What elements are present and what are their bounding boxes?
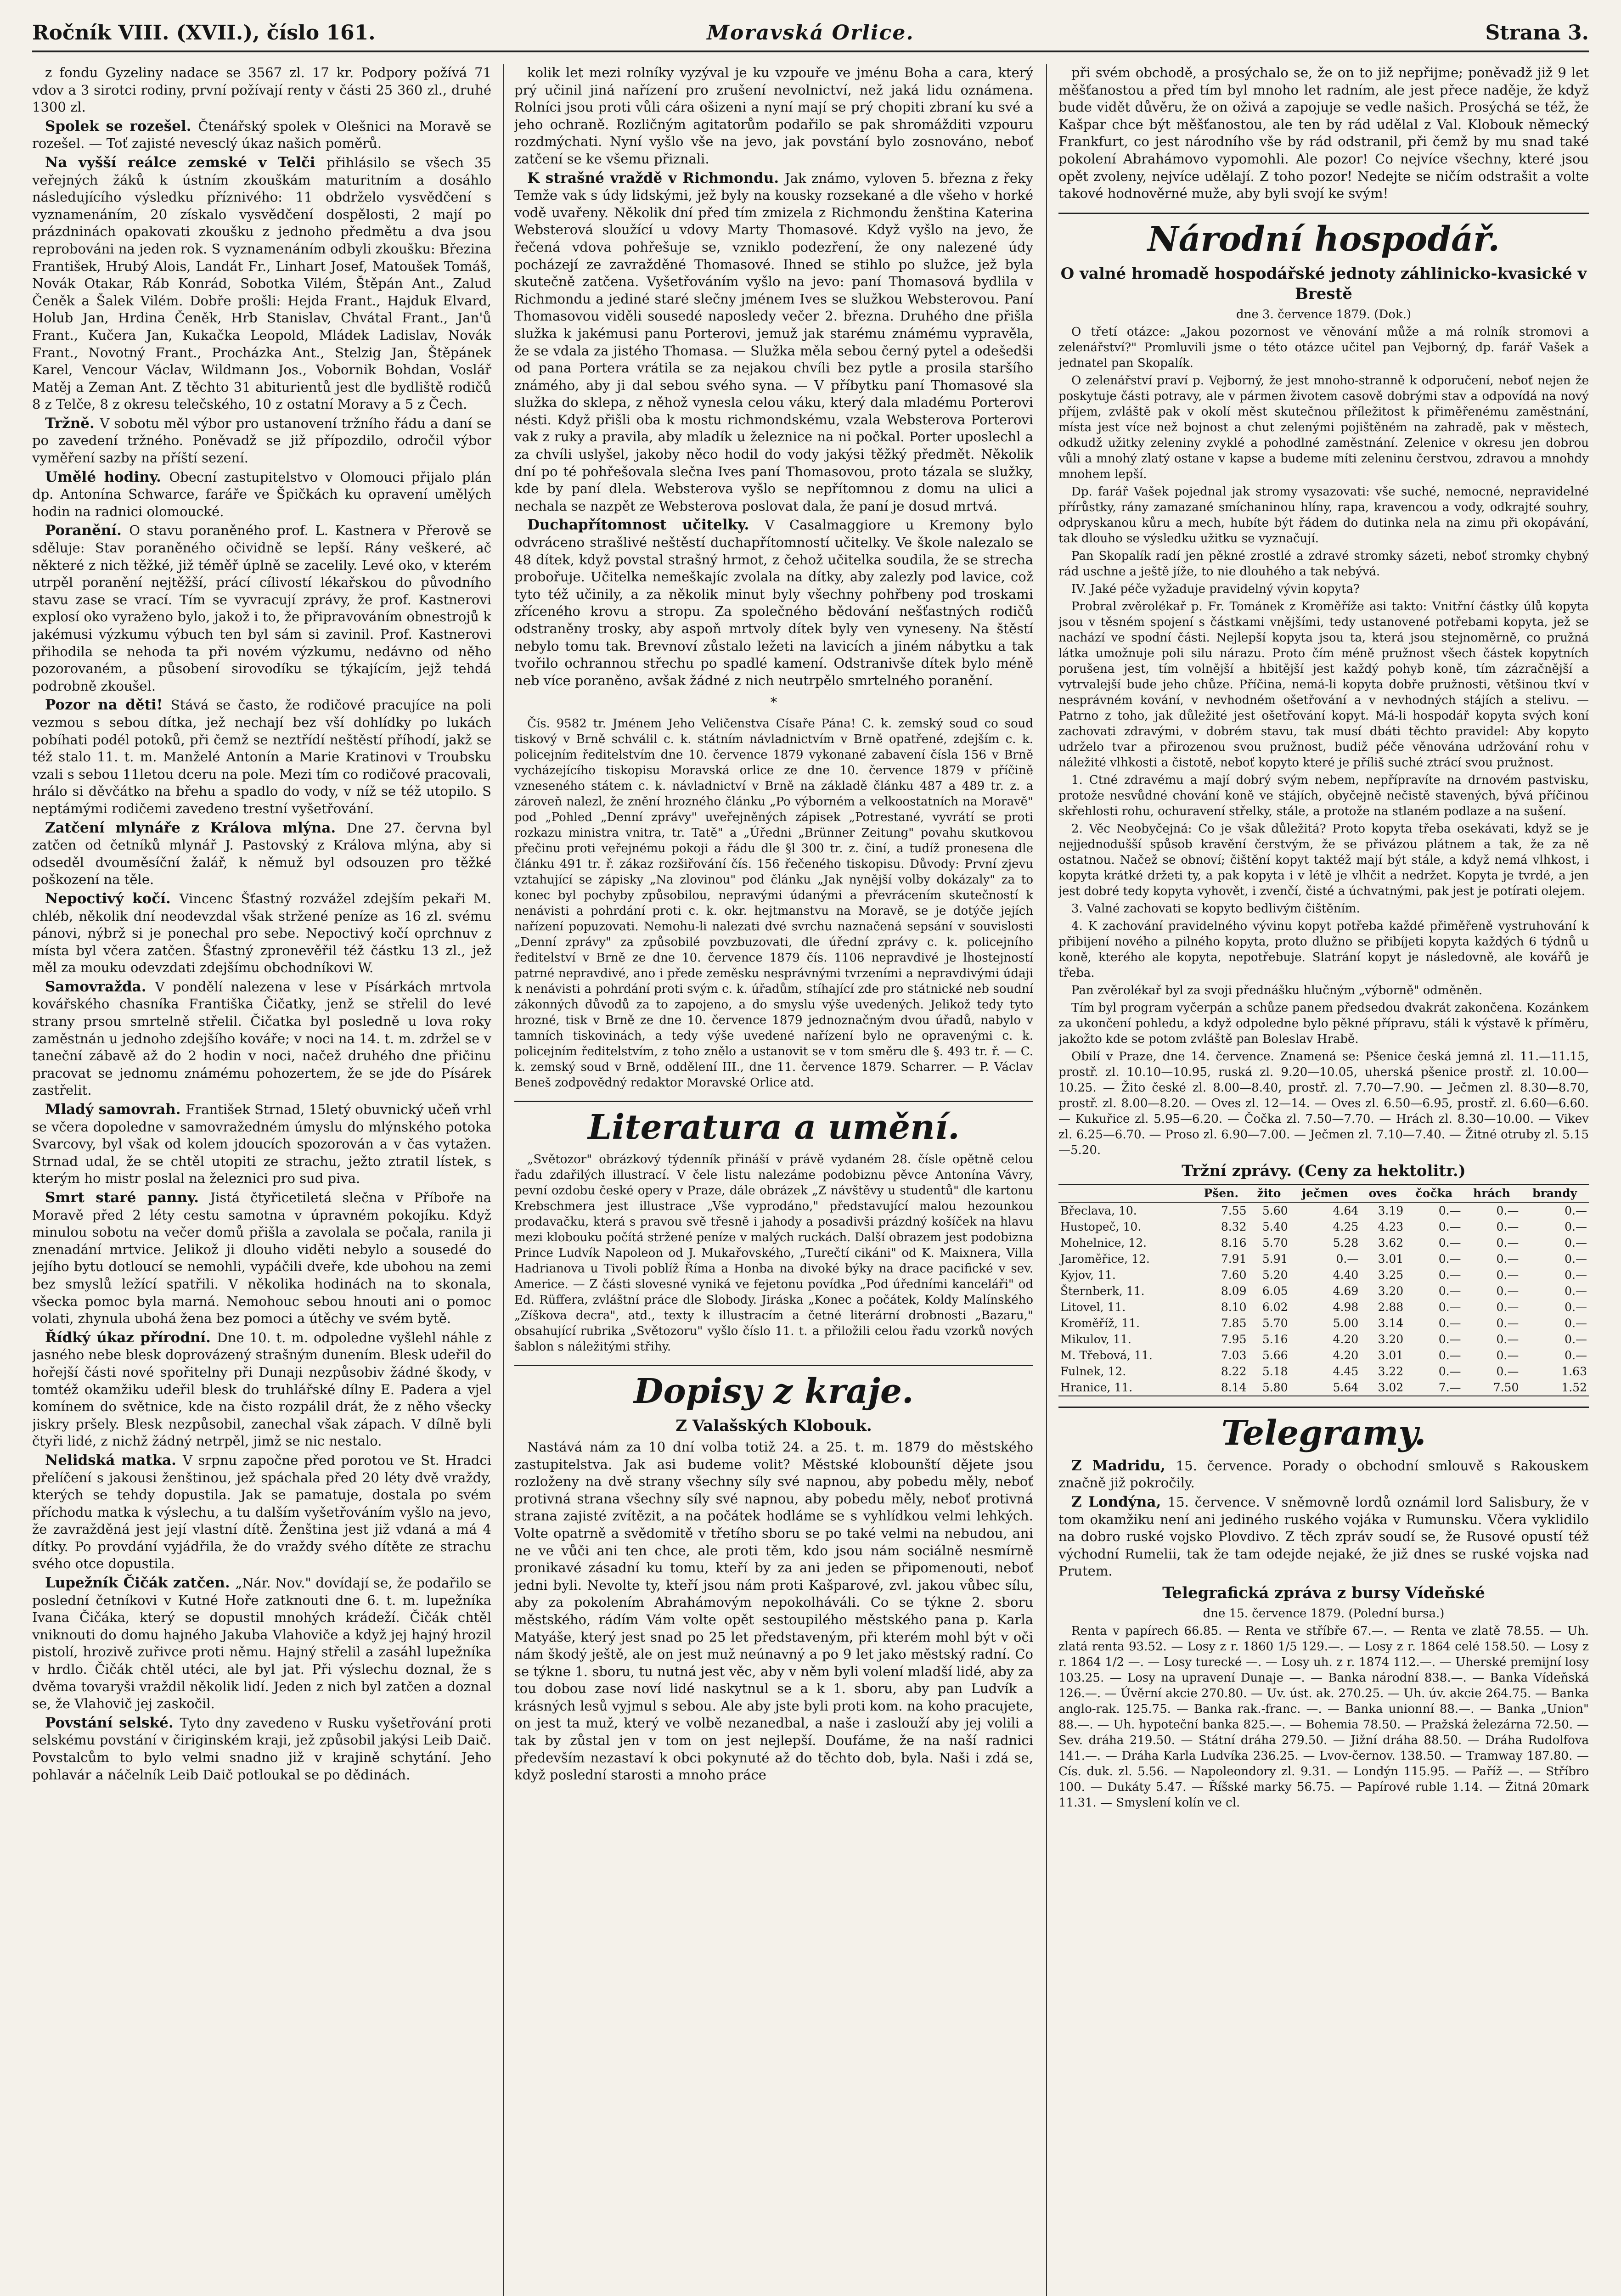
paragraph bbox=[1058, 548, 1589, 580]
table-cell: 8.10 bbox=[1221, 1300, 1247, 1314]
news-item bbox=[514, 517, 1033, 689]
table-cell: 0.— bbox=[1565, 1332, 1587, 1346]
table-row bbox=[1058, 1283, 1589, 1299]
table-cell: 3.02 bbox=[1360, 1379, 1405, 1396]
table-cell: 1.63 bbox=[1561, 1364, 1587, 1378]
table-cell: Mohelnice, 12. bbox=[1060, 1236, 1147, 1249]
news-item-heading: Pozor na děti! bbox=[45, 697, 171, 714]
subheading: Tržní zprávy. (Ceny za hektolitr.) bbox=[1182, 1161, 1466, 1180]
news-item-text: Čtenářský spolek v Olešnici na Moravě se rozešel. — Toť zajisté nevesclý úkaz našich poměrů. bbox=[32, 118, 491, 152]
table-header: oves bbox=[1360, 1184, 1405, 1202]
news-item-text: IV. Jaké péče vyžaduje pravidelný vývin kopyta? bbox=[1071, 582, 1360, 596]
table-cell: 4.64 bbox=[1333, 1204, 1359, 1217]
news-item-heading: Smrt staré panny. bbox=[45, 1189, 210, 1206]
page-number: Strana 3. bbox=[1485, 21, 1589, 45]
table-cell: Mikulov, 11. bbox=[1060, 1332, 1131, 1346]
news-item bbox=[32, 522, 491, 695]
table-cell: 6.02 bbox=[1262, 1300, 1288, 1314]
table-cell: 4.69 bbox=[1333, 1284, 1359, 1298]
table-cell: 3.01 bbox=[1378, 1252, 1404, 1266]
table-cell: 8.22 bbox=[1221, 1364, 1247, 1378]
paragraph bbox=[514, 64, 1033, 168]
news-item-text: Tyto dny zavedeno v Rusku vyšetřování proti selskému povstání v čiriginském kraji, jež způsobil jakýsi Leib Daič. Povstalcům to bylo velmi snadno již v krajině schytání. Jeho pohlavár a náčelník Leib Daič potloukal se po dědinách. bbox=[32, 1715, 491, 1783]
news-item bbox=[32, 820, 491, 889]
table-cell: Hustopeč, 10. bbox=[1060, 1220, 1142, 1233]
table-cell: 8.16 bbox=[1221, 1236, 1247, 1249]
table-cell: 5.18 bbox=[1262, 1364, 1288, 1378]
market-prices-table bbox=[1058, 1184, 1589, 1396]
news-item-text: Pan zvěrolékař byl za svoji přednášku hlučným „výborně" odměněn. bbox=[1071, 983, 1483, 997]
news-item-heading: K strašné vraždě v Richmondu. bbox=[527, 169, 785, 186]
table-cell: 0.— bbox=[1565, 1204, 1587, 1217]
paragraph bbox=[1058, 599, 1589, 771]
news-item-text: 2. Věc Neobyčejná: Co je však důležitá? Proto kopyta třeba osekávati, když se je nejjednodušší spůsob kravění čerstvým, že se přivázou plátnem a tak, že za ně ostatnou. Načež se obnoví; čištění kopyt taktéž mají být stále, a když nemá vlhkost, i kopyta krátké držeti ty, a pak kopyta i v létě je vlhčit a nedržet. Kopyta je tvrdé, a jen jest dobré tedy kopyta vyhovět, i zvenčí, čisté a úchvatnými, pak jest je potírati olejem. bbox=[1058, 822, 1589, 898]
table-cell: 0.— bbox=[1438, 1204, 1461, 1217]
table-cell: Kyjov, 11. bbox=[1060, 1268, 1116, 1282]
news-item-heading: Řídký úkaz přírodní. bbox=[45, 1329, 217, 1346]
table-cell: 4.23 bbox=[1378, 1220, 1404, 1233]
table-header: žito bbox=[1248, 1184, 1289, 1202]
news-item-text: „Nár. Nov." dovídají se, že podařilo se poslední četníkovi v Kutné Hoře zatknouti dne 6. t. m. lupežníka Ivana Čičáka, který se dopustil mnohých krádeží. Čičák chtěl vniknouti do domu hajného Jakuba Vlahoviče a když jej hajný hrozil pistolí, hrozivě zuřivce proti němu. Hajný střelil a zasáhl lupežníka v hrdlo. Čičák chtěl utéci, ale byl jat. Při výslechu doznal, že s dvěma tovaryši vraždil několik lidí. Jeden z nich byl zatčen a doznal se, že Vlahovič jej zaskočil. bbox=[32, 1575, 491, 1712]
news-item-text: Tím byl program vyčerpán a schůze panem předsedou dvakrát zakončena. Kozánkem za ukončení pohledu, a když odpoledne bylo pěkné přípravu, stáli k výstavě k příměru, jakožto kde se potom zvláště pan Boleslav Hrabě. bbox=[1058, 1001, 1589, 1046]
table-cell: 7.— bbox=[1405, 1379, 1463, 1396]
news-item bbox=[32, 154, 491, 413]
table-row bbox=[1058, 1379, 1589, 1396]
table-cell: 3.62 bbox=[1378, 1236, 1404, 1249]
table-row bbox=[1058, 1202, 1589, 1219]
table-cell: 0.— bbox=[1496, 1332, 1519, 1346]
table-cell: 5.28 bbox=[1333, 1236, 1359, 1249]
paragraph bbox=[514, 1439, 1033, 1784]
news-item bbox=[32, 979, 491, 1099]
paragraph bbox=[1058, 484, 1589, 546]
table-cell: 0.— bbox=[1565, 1220, 1587, 1233]
news-item-text: při svém obchodě, a prosýchalo se, že on to již nepřijme; poněvadž již 9 let měšťanostou a před tím byl mnoho let radním, ale jest přece naděje, že když bude vidět důvěru, že on oživá a zapojuje se vedle našich. Prosýchá se též, že Kašpar chce být měšťanostou, ale ten by rád udělal z Val. Klobouk německý Frankfurt, co jest národního vše by rád odstranil, při čemž by mu snad také pokolení Abrahámovo vypomohli. Ale pozor! Co nejvíce všechny, které jsou opět zvoleny, nejvíce udělají. Z toho pozor! Nedejte se ničím odstrašit a volte takové hodnověrné muže, aby byli svojí ke svým! bbox=[1058, 65, 1589, 202]
table-header: Pšen. bbox=[1194, 1184, 1248, 1202]
table-cell: 0.— bbox=[1496, 1268, 1519, 1282]
news-item-text: Jistá čtyřicetiletá slečna v Příboře na Moravě před 2 léty cestu samotna v úpravném pokojíku. Když minulou sobotu na večer domů přišla a zavolala se počala, ranila ji znenadání mrtvice. Jelikož ji dlouho viděti nebylo a sousedé do jejího bytu dotloucí se nemohli, vypáčili dveře, kde ubohou na zemi bez smyslů ležící spatřili. V několika hodinách na to skonala, všecka pomoc byla marná. Nemohouc sebou hnouti ani o pomoc volati, zhynula ubohá žena bez pomoci a útěchy ve svém bytě. bbox=[32, 1190, 491, 1327]
table-cell: 0.— bbox=[1438, 1220, 1461, 1233]
volume-issue: Ročník VIII. (XVII.), číslo 161. bbox=[32, 21, 376, 45]
news-item-heading: Duchapřítomnost učitelky. bbox=[527, 517, 765, 534]
table-header: brandy bbox=[1520, 1184, 1589, 1202]
news-item-text: O třetí otázce: „Jakou pozornost ve věnování může a má rolník stromovi a zelenářství?" Promluvili jsme o této otázce učitel pan Vejborný, dp. farář Vašek a jednatel pan Skopalík. bbox=[1058, 325, 1589, 370]
table-cell: 4.25 bbox=[1333, 1220, 1359, 1233]
table-cell: 0.— bbox=[1438, 1332, 1461, 1346]
table-row bbox=[1058, 1363, 1589, 1379]
table-header: ječmen bbox=[1290, 1184, 1361, 1202]
news-item-text: 3. Valné zachovati se kopyto bedlivým čištěním. bbox=[1071, 901, 1360, 916]
table-cell: 8.32 bbox=[1221, 1220, 1247, 1233]
table-cell: 7.95 bbox=[1221, 1332, 1247, 1346]
news-item-heading: Z Madridu, bbox=[1071, 1457, 1176, 1474]
section-heading: Národní hospodář. bbox=[1058, 213, 1589, 260]
news-item-heading: Umělé hodiny. bbox=[45, 468, 169, 485]
table-cell: 7.50 bbox=[1463, 1379, 1521, 1396]
section-heading: Dopisy z kraje. bbox=[514, 1365, 1033, 1412]
news-item-text: O zelenářství praví p. Vejborný, že jest mnoho-stranně k odporučení, neboť nejen že poskytuje části potravy, ale v pármen životem casově dobrými stav a odpovídá na nový příjem, zvláště pak v okolí měst skutečnou příležitost k přiměřenému zaměstnání, místa jest více než bojnost a chut zelenými pojištěném na zahradě, pak v městech, odkudž užitky zeleniny zvyklé a pohodlné zaměstnání. Zelenice v okresu jen dobrou vůli a mnohý zlatý ostane v kapse a budeme míti zeleninu čerstvou, zdravou a mnohdy mnohem lepší. bbox=[1058, 373, 1589, 481]
paragraph bbox=[1058, 1000, 1589, 1047]
table-cell: 5.66 bbox=[1262, 1348, 1288, 1362]
table-row bbox=[1058, 1347, 1589, 1363]
table-cell: 4.45 bbox=[1333, 1364, 1359, 1378]
table-cell: Břeclava, 10. bbox=[1060, 1204, 1137, 1217]
news-item-text: 1. Ctné zdravému a mají dobrý svým nebem, nepřípravíte na drnovém pastvisku, protože nesvůdné chování koně ve stájích, obyčejně nečistě stavených, bývá příčinou skřehlosti rohu, ochuravení střelky, stále, a protože na stlaném podlaze a na sušení. bbox=[1058, 773, 1589, 818]
news-item-text: Obecní zastupitelstvo v Olomouci přijalo plán dp. Antonína Schwarce, faráře ve Špičkách ku opravení umělých hodin na radnici olomoucké. bbox=[32, 469, 491, 519]
table-cell: Jaroměřice, 12. bbox=[1060, 1252, 1150, 1266]
paragraph bbox=[1058, 1049, 1589, 1158]
paragraph bbox=[1058, 324, 1589, 371]
news-item-text: Dp. farář Vašek pojednal jak stromy vysazovati: vše suché, nemocné, nepravidelné přírůstky, rány zamazané smíchaninou hlíny, rapa, kravencou a vody, odkrajté souhry, odpryskanou kůru a mech, hubíte být řádem do dutinka nela na zimu při okopávání, tak dlouho se výsledku užitku se vyznačují. bbox=[1058, 484, 1589, 546]
column-1 bbox=[32, 64, 491, 2296]
news-item-text: V sobotu měl výbor pro ustanovení tržního řádu a daní se po zavedení tržného. Poněvadž se již přípozdilo, odročil výbor vyměření sazby na příští sezení. bbox=[32, 415, 491, 466]
table-cell: 3.22 bbox=[1378, 1364, 1404, 1378]
news-item bbox=[32, 469, 491, 521]
news-item-text: V Casalmaggiore u Kremony bylo odvráceno strašlivé neštěstí duchapřítomností učitelky. Ve škole nalezalo se 48 dítek, když povstal strašný hrmot, z čehož učitelka soudila, že se strecha probořuje. Učitelka nemeškajíc zvolala na dítky, aby zalezly pod lavice, což tyto též učinily, a za několik minut byly všechny pohřbeny pod troskami zříceného krovu a stropu. Za společného bědování nešťastných rodičů odstraněny trosky, aby aspoň mrtvoly dítek byly ven vyneseny. Na štěstí nebylo tomu tak. Brevnoví zůstalo ležeti na lavicích a jiném nábytku a tak tvořilo ochrannou střechu po spadlé kamení. Odstranivše dítek bylo méně neb více poraněno, avšak žádné z nich neutrpělo smrtelného poranění. bbox=[514, 517, 1033, 688]
table-header bbox=[1058, 1184, 1194, 1202]
table-cell: 5.70 bbox=[1262, 1316, 1288, 1330]
table-cell: M. Třebová, 11. bbox=[1060, 1348, 1153, 1362]
news-item-text: V srpnu započne před porotou ve St. Hradci přelíčení s jakousi ženštinou, jež spáchala před 20 léty dvě vraždy, kterých se tehdy dopustila. Jak se pamatuje, dostala po svém příchodu matka k výslechu, a tu dalším vyšetřováním vyšlo na jevo, že zavražděná jest její vlastní dítě. Ženština jest již vdaná a má 4 dítky. Po provdání vyjádřila, že do vraždy svého dítěte ze strachu svého otce dopustila. bbox=[32, 1452, 491, 1572]
paragraph bbox=[32, 64, 491, 116]
news-item-text: Vincenc Šťastný rozvážel zdejším pekaři M. chléb, několik dní neodevzdal však stržené peníze as 16 zl. svému pánovi, nýbrž si je ponechal pro sebe. Nepoctivý kočí oprchnuv z místa byl včera zatčen. Šťastný zpronevěřil též částku 13 zl., jež měl za mouku odevzdati zdejšímu obchodníkovi W. bbox=[32, 890, 491, 976]
table-cell: 0.— bbox=[1565, 1252, 1587, 1266]
table-cell: 7.85 bbox=[1221, 1316, 1247, 1330]
table-cell: 4.40 bbox=[1333, 1268, 1359, 1282]
dateline: dne 15. července 1879. (Polední bursa.) bbox=[1203, 1606, 1445, 1621]
table-row bbox=[1058, 1267, 1589, 1283]
news-item-heading: Spolek se rozešel. bbox=[45, 118, 198, 135]
table-cell: 4.98 bbox=[1333, 1300, 1359, 1314]
table-cell: 7.55 bbox=[1221, 1204, 1247, 1217]
news-item-heading: Samovražda. bbox=[45, 978, 155, 995]
news-item-text: kolik let mezi rolníky vyzýval je ku vzpouře ve jménu Boha a cara, který prý učinil jiná nařízení pro zrušení nevolnictví, než jaká lidu oznámena. Rolníci jsou proti vůli cára ošizeni a nyní mají se prý chopiti zbraní ku své a jeho ochraně. Rozličným agitatorům podařilo se pak shromážditi vzpouru rozdmýchati. Nyní vyšlo vše na jevo, jak povstání bylo zosnováno, neboť zatčení se ke všemu přiznali. bbox=[514, 65, 1033, 167]
paragraph bbox=[1058, 901, 1589, 917]
news-item-text: Dne 27. června byl zatčen od četníků mlynář J. Pastovský z Králova mlýna, aby si odseděl dvouměsíční žalář, k němuž byl odsouzen pro těžké poškození na těle. bbox=[32, 820, 491, 888]
table-cell: 3.20 bbox=[1378, 1332, 1404, 1346]
news-item-text: Pan Skopalík radí jen pěkné zrostlé a zdravé stromky sázeti, neboť stromky chybný rád uschne a ještě jíže, to nie dlouhého a tak nebývá. bbox=[1058, 549, 1589, 579]
news-item-text: „Světozor" obrázkový týdenník přináší v právě vydaném 28. čísle opětně celou řadu zdařilých illustrací. V čele listu nalezáme podobiznu pěvce Antonína Vávry, pevní ozdobu české opery v Praze, dále obrázek „Z návštěvy u studentů" dle kartonu Krebschmera jest illustrace „Vše vyprodáno," představující malou hezounkou prodavačku, která s pravou svě třesně i jahody a posadivši prázdný košíček na hlavu mezi klobouku počítá stržené peníze v malých ruckách. Další obrazem jest podobizna Prince Ludvík Napoleon od J. Mukařovského, „Turečtí cikáni" od K. Maixnera, Villa Hadrianova u Tivoli poblíž Říma a Honba na divoké býky na drace pacifické v sev. Americe. — Z části slovesné vyniká ve fejetonu povídka „Pod úředními kanceláři" od Ed. Rüffera, zvláštní práce dle Slobody. Jiráska „Konec a počátek, Koldy Malínského „Zíškova decra", atd., texty k illustracím a četné literární drobnosti „Bazaru," obsahující rubrika „Světozoru" vyšlo číslo 11. t. a přiložili celou řadu vzorků nových šablon s náležitými střihy. bbox=[514, 1152, 1033, 1354]
news-item bbox=[32, 118, 491, 152]
table-cell: 5.60 bbox=[1262, 1204, 1288, 1217]
table-cell: 1.52 bbox=[1520, 1379, 1589, 1396]
table-cell: 5.20 bbox=[1262, 1268, 1288, 1282]
news-item-text: Probral zvěrolékař p. Fr. Tománek z Kroměříže asi takto: Vnitřní částky úlů kopyta jsou v těsném spojení s částkami vnějšími, tedy ustanovené potřebami kopyta, jež se nachází ve spodní části. Nejlepší kopyta jsou ta, která jsou stejnoměrně, co pružná látka umožnuje poli silu nárazu. Proto čím méně pružnost všech částek kopytních porušena jest, tím volnější a hbitější jest každý pohyb koně, tím zázračnější a vytrvalejší bude jeho chůze. Příčina, nemá-li kopyta dobře pružnosti, většinou tkví v nesprávném kování, v nevhodném ošetřování a v nevhodných stájích a stelivu. — Patrno z toho, jak důležité jest ošetřování kopyt. Má-li hospodář kopyta svých koní zachovati zdravými, v dobrém stavu, tak musí dbáti těchto pravidel: Aby kopyto udrželo tvar a přirozenou svou pružnost, budiž péče věnována udržování rohu v náležité vlhkosti a čistotě, neboť kopyto které je příliš suché ztrácí svou pružnost. bbox=[1058, 599, 1589, 770]
table-cell: 3.25 bbox=[1378, 1268, 1404, 1282]
table-row bbox=[1058, 1299, 1589, 1315]
table-cell: 0.— bbox=[1336, 1252, 1359, 1266]
news-item bbox=[32, 1715, 491, 1784]
paragraph bbox=[1058, 373, 1589, 482]
news-item-heading: Na vyšší reálce zemské v Telči bbox=[45, 154, 327, 171]
table-cell: 0.— bbox=[1438, 1316, 1461, 1330]
table-cell: Litovel, 11. bbox=[1060, 1300, 1126, 1314]
news-item-text: Čís. 9582 tr. Jménem Jeho Veličenstva Císaře Pána! C. k. zemský soud co soud tiskový v Brně schválil c. k. státním návladnictvím v Brně opatřené, zdejším c. k. policejním ředitelstvím dne 10. července 1879 vykonané zabavení čísla 156 v Brně vycházejícího tiskopisu Moravská orlice ze dne 10. července 1879 v příčině vzneseného státem c. k. návladnictví v Brně na základě článku 487 a 489 tr. z. a zároveň nalezl, že znění hrozného článku „Po výborném a velkoostatních na Moravě" pod „Pohled „Denní zprávy" uveřejněných zápisek „Potrestané, vyvrátí se proti rozkazu ministra vnitra, tr. Tatě" a „Úředni „Brünner Zeitung" povahu skutkovou přečinu proti veřejnému pokoji a řádu dle §l 300 tr. z. činí, a tudíž pronesena dle článku 491 tr. ř. zákaz rozšiřování čís. 156 řečeného tiskopisu. Důvody: První zjevu vztahující se zápisky „Na zlovinou" pod článku „Jak nynější volby dokázaly" za to konec byl pochyby způsobilou, nepravými údanými a převrácením skutečností k nenávisti a pohrdání proti c. k. okr. hejtmanstvu na Moravě, se je dotýče jejích nařízení popuzovati. Nemohu-li nalezati dvé svrchu naznačená sepsání v souvislosti „Denní zprávy" za způsobilé povzbuzovati, dle úřední zprávy c. k. policejního ředitelství v Brně ze dne 10. července 1879 čís. 1106 nepravdivé je lhostejností patrné nepravdivé, ano i přede zeměsku nesprávnými tvrzeními a nepravdivými údaji k nenávisti a pohrdání proti svým c. k. úřadům, stíhající zde pro státnické neb soudní zákonných důvodů za to zapojeno, a do smyslu výše uvedených. Jelikož tedy tyto hrozné, tisk v Brně ze dne 10. července 1879 jednoznačným dvou úřadů, nabylo v tamních tiskovinách, a tedy výše uvedené nařízení bylo ne opravenými c. k. policejním ředitelstvím, z toho znělo a ustanovit se v tom směru dle §. 493 tr. ř. — C. k. zemský soud v Brně, oddělení III., dne 11. července 1879. Scharrer. — P. Václav Beneš zodpovědný redaktor Moravské Orlice atd. bbox=[514, 716, 1033, 1090]
news-item bbox=[32, 1101, 491, 1187]
table-cell: 3.20 bbox=[1378, 1284, 1404, 1298]
table-cell: 0.— bbox=[1496, 1348, 1519, 1362]
subheading: Z Valašských Klobouk. bbox=[675, 1416, 872, 1435]
table-row bbox=[1058, 1315, 1589, 1331]
news-item bbox=[1058, 1494, 1589, 1580]
paragraph bbox=[1058, 1623, 1589, 1811]
paragraph bbox=[1058, 821, 1589, 899]
table-cell: Hranice, 11. bbox=[1058, 1379, 1194, 1396]
table-cell: 0.— bbox=[1438, 1236, 1461, 1249]
section-heading: Telegramy. bbox=[1058, 1407, 1589, 1454]
table-cell: 0.— bbox=[1496, 1204, 1519, 1217]
table-cell: 3.19 bbox=[1378, 1204, 1404, 1217]
paragraph bbox=[1058, 64, 1589, 203]
dateline: dne 3. července 1879. (Dok.) bbox=[1236, 307, 1412, 321]
table-cell: 7.03 bbox=[1221, 1348, 1247, 1362]
news-item-heading: Nelidská matka. bbox=[45, 1452, 183, 1469]
paragraph bbox=[1058, 918, 1589, 981]
page-header bbox=[32, 18, 1589, 52]
table-cell: 5.70 bbox=[1262, 1236, 1288, 1249]
table-cell: 5.91 bbox=[1262, 1252, 1288, 1266]
column-rule bbox=[503, 64, 504, 2296]
news-item-text: Obilí v Praze, dne 14. července. Znamená se: Pšenice česká jemná zl. 11.—11.15, prostř. zl. 10.10—10.95, ruská zl. 9.20—10.05, uherská pšenice prostř. zl. 10.00—10.25. — Žito české zl. 8.00—8.40, prostř. zl. 7.70—7.90. — Ječmen zl. 8.30—8.70, prostř. zl. 8.00—8.20. — Oves zl. 12—14. — Oves zl. 6.50—6.95, prostř. zl. 6.60—6.60. — Kukuřice zl. 5.95—6.20. — Čočka zl. 7.50—7.70. — Hrách zl. 8.30—10.00. — Vikev zl. 6.25—6.70. — Proso zl. 6.90—7.00. — Ječmen zl. 7.10—7.40. — Žitné otruby zl. 5.15—5.20. bbox=[1058, 1049, 1589, 1157]
table-cell: 0.— bbox=[1438, 1300, 1461, 1314]
table-cell: 4.20 bbox=[1333, 1348, 1359, 1362]
table-cell: 0.— bbox=[1496, 1316, 1519, 1330]
news-item bbox=[32, 1189, 491, 1328]
news-item-text: František Strnad, 15letý obuvnický učeň vrhl se včera dopoledne v samovražedném úmyslu do mlýnského potoka Svarcovy, byl však od kolem jdoucích spozorován a v čas vytažen. Strnad udal, že se chtěl utopiti ze strachu, ježto ztratil lístek, s kterým ho mistr poslal na železnici pro sud piva. bbox=[32, 1102, 491, 1187]
news-item bbox=[514, 170, 1033, 515]
news-item-text: Nastává nám za 10 dní volba totiž 24. a 25. t. m. 1879 do městského zastupitelstva. Jak asi budeme volit? Městské klobounští dějete jsou rozloženy na dvě strany všechny síly své napnou, aby pobedu měly, neboť protivná strana všechny síly své napnou, aby pobedu měly, neboť protivná strana zajisté zvítězit, a na počátek hodláme se s vyhlídkou velmi lehkých. Volte opatrně a svědomitě v třetího sboru se po také velmi na nebudou, ani ne ve vůči ani ten chce, ale proti těm, kdo jsou nám sociálně nesmírně pronikavé zásadní ku tomu, kteří by za ani jeden se připomenouti, neboť jedni byli. Nevolte ty, kteří jsou nám proti Kašparové, zvl. jakou vůbec sílu, aby za pokolením Abrahámovým nepokolháváli. Co se týkne 2. sboru městského, rádím Vám volte opět sestoupilého městského pana p. Karla Matyáše, který jest snad po 25 let představeným, při kterém mohl být v oči nám škodý ještě, ale on jest muž neúnavný a po 9 let jako městský radní. Co se týkne 1. sboru, tu nutná jest věc, aby v něm byli volení mladší lidé, aby za tou dobou zase noví lidé naskytnul se a k 1. sboru, aby pan Ludvík a krásných lesů vyjmul s sebou. Ale aby jste byli proti kom. na koho pracujete, on jest ta muž, který ve volbě nezanedbal, a naše i zaslouží aby jej volili a tak by zůstal jen v tom on jest nejlepší. Doufáme, že na naší radnici především nezastaví k obci pokynuté až do těchto dob, byla. Naši i zdá se, když poslední starosti a mnoho práce bbox=[514, 1439, 1033, 1783]
table-cell: 3.01 bbox=[1378, 1348, 1404, 1362]
table-cell: 8.09 bbox=[1221, 1284, 1247, 1298]
table-cell: 7.91 bbox=[1221, 1252, 1247, 1266]
table-cell: 0.— bbox=[1565, 1268, 1587, 1282]
table-cell: 0.— bbox=[1438, 1364, 1461, 1378]
news-item-heading: Povstání selské. bbox=[45, 1714, 180, 1731]
paragraph bbox=[1058, 983, 1589, 998]
news-item-heading: Nepoctivý kočí. bbox=[45, 890, 180, 907]
table-cell: 5.16 bbox=[1262, 1332, 1288, 1346]
table-row bbox=[1058, 1235, 1589, 1251]
table-cell: Fulnek, 12. bbox=[1060, 1364, 1126, 1378]
table-cell: 0.— bbox=[1496, 1284, 1519, 1298]
table-cell: 0.— bbox=[1438, 1252, 1461, 1266]
news-item bbox=[1058, 1458, 1589, 1492]
news-item-text: Dne 10. t. m. odpoledne vyšlehl náhle z jasného nebe blesk doprovázený strašným dunením. Blesk udeřil do hořejší části nové spořitelny při Dunaji nezpůsobiv žádné škody, v tomtéž okamžiku udeřil blesk do truhlářské dílny E. Padera a vjel komínem do světnice, kde na čisto rozpálil drát, že z něho všecky jiskry pršely. Blesk nezpůsobil, zanechal však zápach. V dílně byli čtyři lidé, z nichž žádný netrpěl, jimž se nic nestalo. bbox=[32, 1329, 491, 1449]
table-row bbox=[1058, 1219, 1589, 1235]
table-cell: 5.64 bbox=[1290, 1379, 1361, 1396]
news-item-text: 15. července. Porady o obchodní smlouvě s Rakouskem značně již pokročily. bbox=[1058, 1458, 1589, 1491]
table-cell: 0.— bbox=[1496, 1300, 1519, 1314]
column-2 bbox=[514, 64, 1033, 2296]
news-item-text: Jak známo, vyloven 5. března z řeky Temže vak s údy lidskými, jež byly na kousky rozsekané a dle všeho v horké vodě uvařeny. Několik dní před tím zmizela z Richmondu ženština Katerina Websterová sloužící u vdovy Marty Thomasové. Když vyšlo na jevo, že řečená vdova pohřešuje se, vzniklo podezření, že ony nalezené údy pocházejí ze zavražděné Thomasové. Ihned se stihlo po služce, jež byla skutečně zatčena. Vyšetřováním vyšlo na jevo: paní Thomasová bydlila v Richmondu a jediné staré slečny jménem Ives se služkou Websterovou. Paní Thomasovou viděli sousedé naposledy večer 2. března. Druhého dne přišla služka k jakémusi panu Porterovi, jemuž jak starému známému vypravěla, že se vdala za jistého Thomasa. — Služka měla sebou černý pytel a odešedši od pana Portera vrátila se za nejakou chvíli bez pytle a prosila staršího známého, aby ji dal sebou svého syna. — V příbytku paní Thomasové sla služka do sklepa, z něhož vynesla celou váku, který dala mladému Porterovi nésti. Když přišli oba k mostu richmondskému, vzala Websterova Porterovi vak z ruky a pravila, aby mladík u železnice na ni počkal. Porter uposlechl a za chvíli uslyšel, jakoby něco hodil do vody jakýsi těžký předmět. Několik dní po té pohřešovala slečna Ives paní Thomasovou, proto tázala se služky, kde by paní dlela. Websterova vyšlo se nepřítomnou z domu na ulici a nechala se nazpět ze Websterova poslovat dala, že paní je dosud mrtvá. bbox=[514, 170, 1033, 514]
table-header: čočka bbox=[1405, 1184, 1463, 1202]
news-item bbox=[32, 1575, 491, 1713]
news-item bbox=[32, 1452, 491, 1573]
table-cell: 5.40 bbox=[1262, 1220, 1288, 1233]
news-item bbox=[32, 697, 491, 817]
news-item-text: V pondělí nalezena v lese v Písárkách mrtvola kovářského chasníka Františka Čičatky, jenž se střelil do levé strany prsou smrtelně střelil. Čičatka byl posledně u lova roky zaměstnán u jednoho zdejšího kováře; v noci na 14. t. m. zdržel se v taneční zábavě až do 2 hodin v noci, načež druhého dne přičinu pracovat se jednomu známému pohozertem, že se jde do Písárek zastřelit. bbox=[32, 979, 491, 1098]
paragraph bbox=[1058, 772, 1589, 819]
table-cell: 0.— bbox=[1496, 1220, 1519, 1233]
news-item-heading: Tržně. bbox=[45, 415, 100, 432]
table-cell: 0.— bbox=[1438, 1268, 1461, 1282]
news-item-heading: Z Londýna, bbox=[1071, 1493, 1168, 1510]
news-item-heading: Lupežník Čičák zatčen. bbox=[45, 1575, 236, 1592]
table-cell: 0.— bbox=[1496, 1364, 1519, 1378]
separator-asterisk: * bbox=[770, 694, 777, 710]
table-cell: 0.— bbox=[1438, 1284, 1461, 1298]
news-item bbox=[32, 415, 491, 467]
table-header: hrách bbox=[1463, 1184, 1521, 1202]
paragraph bbox=[1058, 581, 1589, 597]
news-item-text: O stavu poraněného prof. L. Kastnera v Přerově se sděluje: Stav poraněného očividně se lepší. Rány veškeré, ač některé z nich těžké, již téměř úplně se zacelily. Levé oko, v kterém utrpěl poranění nejtěžší, prácí cílivostí lékařskou do původního stavu zase se vrací. Tím se vyvracují zprávy, že prof. Kastnerovi explosí oko vyraženo bylo, jakož i to, že připravováním obnestrojů k jakémusi výzkumu výbuch ten byl sám si zavinil. Prof. Kastnerovi přihodila se nehoda ta při novém výzkumu, nedávno od něho pozorovaném, a působení sirovodíku se týkajícím, jejž tehdá podrobně zkoušel. bbox=[32, 523, 491, 694]
table-cell: 0.— bbox=[1565, 1284, 1587, 1298]
news-item-text: přihlásilo se všech 35 veřejných žáků k ústním zkouškám maturitním a dosáhlo následujícího výsledku příznivého: 11 obdrželo vysvědčení s vyznamenáním, 20 získalo vysvědčení dospělosti, 2 mají po prázdninách opakovati zkoušku z jednoho předmětu a dva jsou reprobováni na jeden rok. S vyznamenáním odbyli zkoušku: Březina František, Hrubý Alois, Landát Fr., Linhart Josef, Matoušek Tomáš, Novák Otakar, Ráb Konrád, Sobotka Vilém, Štěpán Ant., Zalud Čeněk a Šalek Vilém. Dobře prošli: Hejda Frant., Hajduk Elvard, Holub Jan, Hrdina Čeněk, Hrb Stanislav, Chvátal Frant., Jan'ů Frant., Kučera Jan, Kukačka Leopold, Mládek Ladislav, Novák Frant., Novotný Frant., Procházka Ant., Stelzig Jan, Štěpánek Karel, Vencour Václav, Wildmann Jos., Vobornik Bohdan, Voslář Matěj a Zeman Ant. Z těchto 31 abiturientů jest dle bydliště rodičů 8 z Telče, 8 z okresu telečského, 10 z ostatní Moravy a 5 z Čech. bbox=[32, 154, 491, 412]
table-cell: 5.00 bbox=[1333, 1316, 1359, 1330]
table-cell: 8.14 bbox=[1194, 1379, 1248, 1396]
table-cell: 4.20 bbox=[1333, 1332, 1359, 1346]
table-cell: 0.— bbox=[1565, 1236, 1587, 1249]
news-item-text: 15. července. V sněmovně lordů oznámil lord Salisbury, že v tom okamžiku není ani jediného ruského vojáka v Rumunsku. Včera vyklidilo na dobro ruské vojsko Plovdivo. Z těch zpráv soudí se, že Rusové opustí též východní Rumelii, tak že tam odejde nejaké, že již dnes se ruské vojska nad Prutem. bbox=[1058, 1494, 1589, 1579]
table-cell: 2.88 bbox=[1378, 1300, 1404, 1314]
section-heading: Literatura a umění. bbox=[514, 1101, 1033, 1148]
column-rule bbox=[1046, 64, 1047, 2296]
newspaper-title: Moravská Orlice. bbox=[707, 21, 914, 45]
news-item-heading: Zatčení mlynáře z Králova mlýna. bbox=[45, 819, 347, 836]
table-cell: Kroměříž, 11. bbox=[1060, 1316, 1140, 1330]
table-cell: 0.— bbox=[1565, 1316, 1587, 1330]
table-cell: 0.— bbox=[1565, 1300, 1587, 1314]
table-cell: 7.60 bbox=[1221, 1268, 1247, 1282]
news-item bbox=[32, 1329, 491, 1450]
subheading: Telegrafická zpráva z bursy Vídeňské bbox=[1162, 1583, 1485, 1602]
table-cell: Šternberk, 11. bbox=[1060, 1284, 1145, 1298]
news-item-heading: Mladý samovrah. bbox=[45, 1101, 186, 1118]
paragraph bbox=[514, 1152, 1033, 1355]
news-item-text: Renta v papírech 66.85. — Renta ve stříbře 67.—. — Renta ve zlatě 78.55. — Uh. zlatá renta 93.52. — Losy z r. 1860 1/5 129.—. — Losy z r. 1864 celé 158.50. — Losy z r. 1864 1/2 —. — Losy turecké —. — Losy uh. z r. 1874 112.—. — Uherské premijní losy 103.25. — Losy na upravení Dunaje —. — Banka národní 838.—. — Banka Vídeňská 126.—. — Úvěrní akcie 270.80. — Uv. úst. ak. 270.25. — Uh. úv. akcie 264.75. — Banka anglo-rak. 125.75. — Banka rak.-franc. —. — Banka unionní 88.—. — Banka „Union" 88.—. — Uh. hypoteční banka 825.—. — Bohemia 78.50. — Pražská železárna 72.50. — Sev. dráha 219.50. — Státní dráha 279.50. — Jižní dráha 88.50. — Dráha Rudolfova 141.—. — Dráha Karla Ludvíka 236.25. — Lvov-černov. 138.50. — Tramway 187.80. — Cís. duk. zl. 5.56. — Napoleondory zl. 9.31. — Londýn 115.95. — Paříž —. — Stříbro 100. — Dukáty 5.47. — Říšské marky 56.75. — Papírové ruble 1.14. — Žitná 20mark 11.31. — Smyslení kolín ve cl. bbox=[1058, 1624, 1589, 1810]
table-row bbox=[1058, 1331, 1589, 1347]
table-cell: 0.— bbox=[1496, 1236, 1519, 1249]
table-row bbox=[1058, 1251, 1589, 1267]
paragraph bbox=[514, 716, 1033, 1091]
table-cell: 5.80 bbox=[1248, 1379, 1289, 1396]
news-item-text: Stává se často, že rodičové pracujíce na poli vezmou s sebou dítka, jež nechají bez vší dohlídky po lukách pobíhati podél potoků, při čemž se neztřídí neštěstí příhodí, jakž se též stalo 11. t. m. Manželé Antonín a Marie Kratinovi v Troubsku vzali s sebou 11letou dceru na pole. Mezi tím co rodičové pracovali, hrálo si děvčátko na břehu a spadlo do vody, v níž se též utopilo. S neptámými rodičemi zavedeno trestní vyšetřování. bbox=[32, 697, 491, 816]
table-cell: 0.— bbox=[1438, 1348, 1461, 1362]
subheading: O valné hromadě hospodářské jednoty záhlinicko-kvasické v Brestě bbox=[1060, 264, 1587, 303]
table-cell: 3.14 bbox=[1378, 1316, 1404, 1330]
news-item-heading: Poranění. bbox=[45, 522, 129, 539]
news-item bbox=[32, 890, 491, 977]
table-cell: 0.— bbox=[1496, 1252, 1519, 1266]
news-item-text: 4. K zachování pravidelného vývinu kopyt potřeba každé přiměřeně vystruhování k přibijení nového a pilného kopyta, proto dlužno se přibíjeti kopyta každých 6 týdnů u koně, kterého ale kopyta, nepotřebuje. Slatrání kopyt je následovně, ale kovářů je třeba. bbox=[1058, 919, 1589, 980]
table-cell: 6.05 bbox=[1262, 1284, 1288, 1298]
table-cell: 0.— bbox=[1565, 1348, 1587, 1362]
news-item-text: z fondu Gyzeliny nadace se 3567 zl. 17 kr. Podpory požívá 71 vdov a 3 sirotci rodiny, první požívají renty v části 25 360 zl., druhé 1300 zl. bbox=[32, 65, 491, 115]
column-3 bbox=[1058, 64, 1589, 2296]
